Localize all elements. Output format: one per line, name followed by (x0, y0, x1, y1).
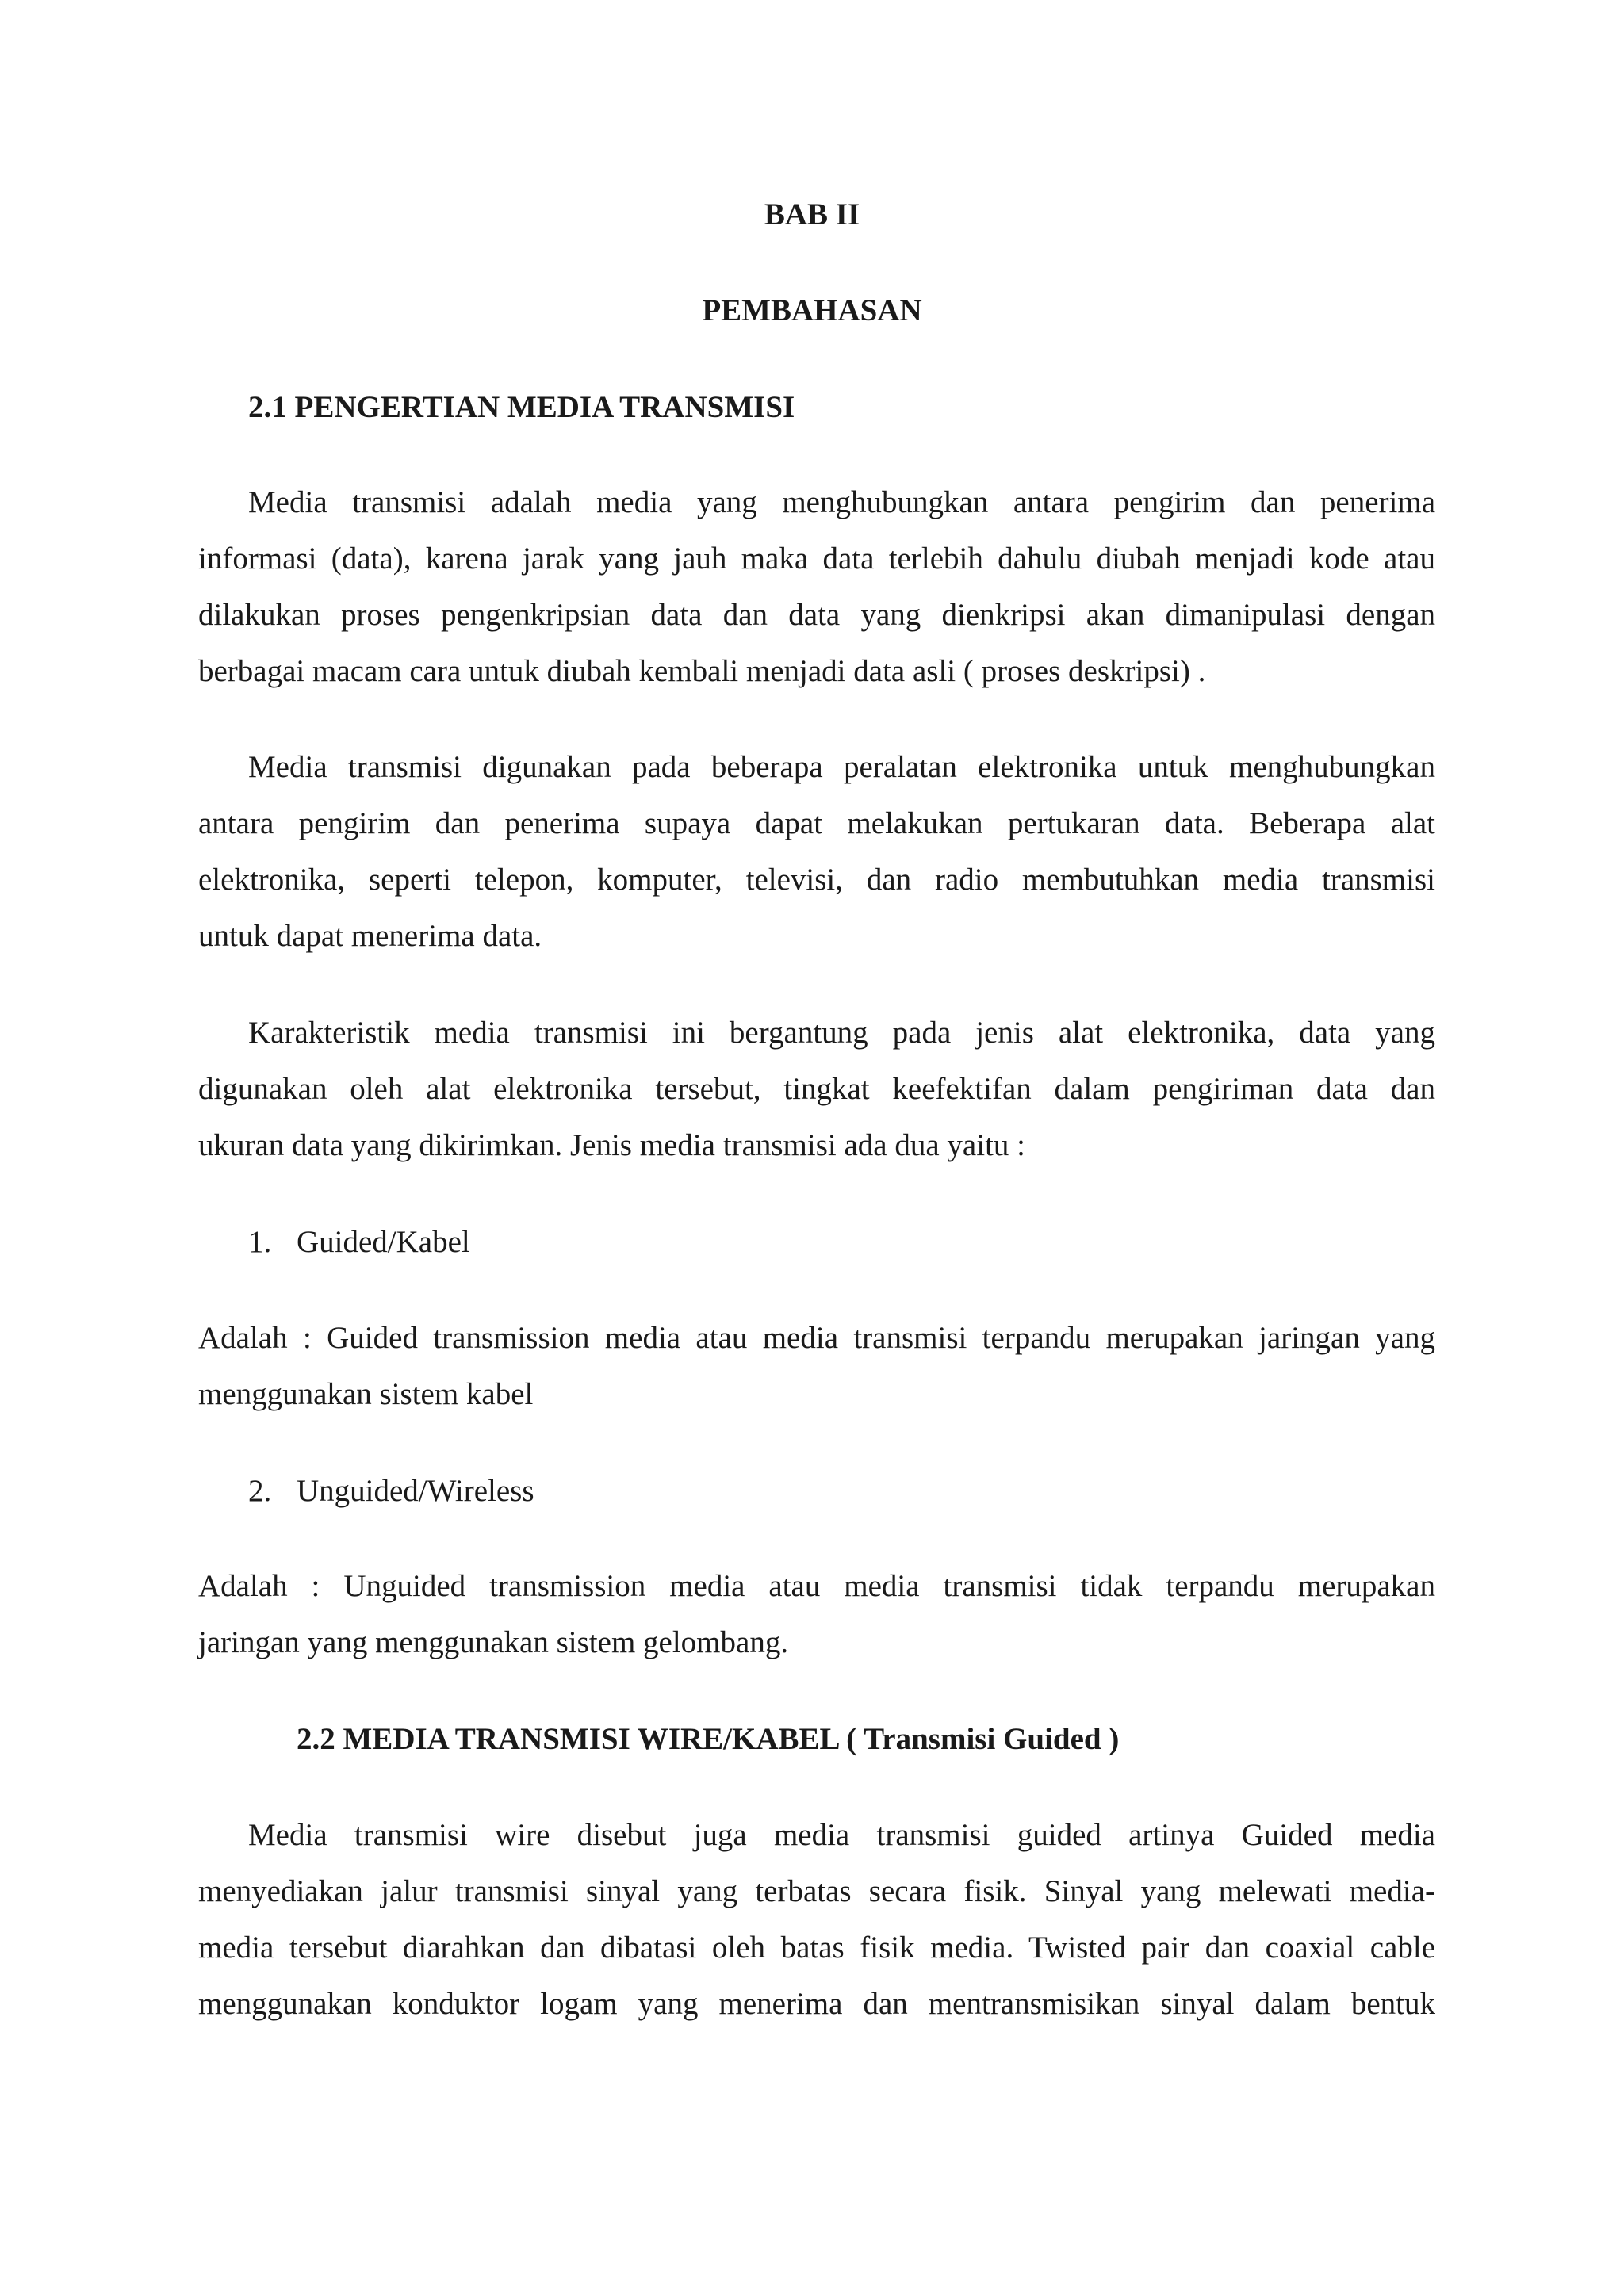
list-item-1-number: 1. (248, 1225, 272, 1259)
s1-p3-line-2: digunakan oleh alat elektronika tersebut, tingkat keefektifan dalam pengiriman data dan (198, 1072, 1435, 1106)
s1-p2-line-1: Media transmisi digunakan pada beberapa peralatan elektronika untuk menghubungkan (248, 750, 1435, 784)
section-1-heading: 2.1 PENGERTIAN MEDIA TRANSMISI (248, 390, 795, 424)
s1-p3-line-1: Karakteristik media transmisi ini bergantung pada jenis alat elektronika, data yang (248, 1016, 1435, 1050)
chapter-title: PEMBAHASAN (702, 293, 922, 327)
s2-p1-line-2: menyediakan jalur transmisi sinyal yang terbatas secara fisik. Sinyal yang melewati media- (198, 1874, 1435, 1908)
list-item-1-desc-line-2: menggunakan sistem kabel (198, 1377, 534, 1411)
s2-p1-line-4: menggunakan konduktor logam yang menerima dan mentransmisikan sinyal dalam bentuk (198, 1987, 1435, 2021)
section-2-heading: 2.2 MEDIA TRANSMISI WIRE/KABEL ( Transmisi Guided ) (297, 1722, 1120, 1756)
s1-p1-line-2: informasi (data), karena jarak yang jauh maka data terlebih dahulu diubah menjadi kode atau (198, 541, 1435, 576)
s1-p2-line-2: antara pengirim dan penerima supaya dapat melakukan pertukaran data. Beberapa alat (198, 806, 1435, 840)
s2-p1-line-1: Media transmisi wire disebut juga media transmisi guided artinya Guided media (248, 1818, 1435, 1852)
list-item-2-number: 2. (248, 1474, 272, 1508)
chapter-number: BAB II (764, 197, 860, 232)
s1-p2-line-3: elektronika, seperti telepon, komputer, televisi, dan radio membutuhkan media transmisi (198, 863, 1435, 897)
s1-p2-line-4: untuk dapat menerima data. (198, 919, 542, 953)
s1-p3-line-3: ukuran data yang dikirimkan. Jenis media transmisi ada dua yaitu : (198, 1128, 1025, 1162)
s1-p1-line-1: Media transmisi adalah media yang menghubungkan antara pengirim dan penerima (248, 485, 1435, 519)
s2-p1-line-3: media tersebut diarahkan dan dibatasi oleh batas fisik media. Twisted pair dan coaxial cable (198, 1931, 1435, 1965)
list-item-2-desc-line-1: Adalah : Unguided transmission media atau media transmisi tidak terpandu merupakan (198, 1569, 1435, 1603)
list-item-2-desc-line-2: jaringan yang menggunakan sistem gelombang. (198, 1625, 789, 1659)
list-item-1-label: Guided/Kabel (297, 1225, 470, 1259)
s1-p1-line-4: berbagai macam cara untuk diubah kembali menjadi data asli ( proses deskripsi) . (198, 654, 1206, 688)
list-item-2-label: Unguided/Wireless (297, 1474, 534, 1508)
list-item-1-desc-line-1: Adalah : Guided transmission media atau media transmisi terpandu merupakan jaringan yang (198, 1321, 1435, 1355)
s1-p1-line-3: dilakukan proses pengenkripsian data dan data yang dienkripsi akan dimanipulasi dengan (198, 598, 1435, 632)
